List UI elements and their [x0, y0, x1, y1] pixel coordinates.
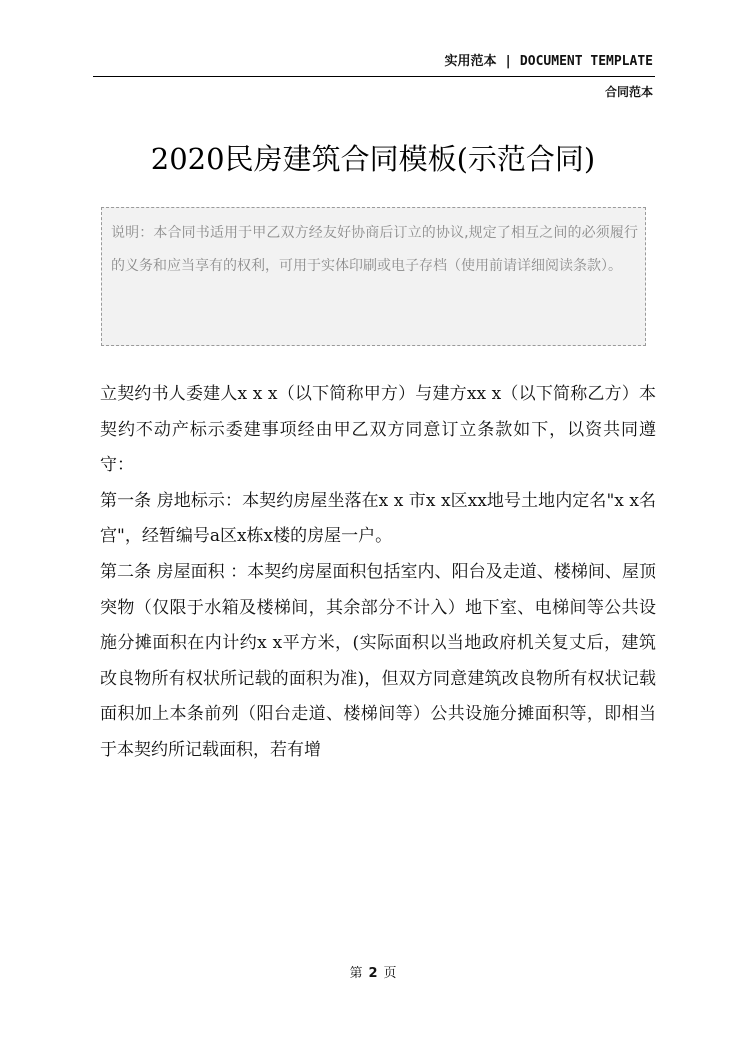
contract-body — [100, 377, 656, 769]
page-number-prefix: 第 — [349, 966, 363, 981]
body-paragraph-intro: 立契约书人委建人x x x（以下简称甲方）与建方xx x（以下简称乙方）本契约不动产标示委建事项经由甲乙双方同意订立条款如下，以资共同遵守： — [100, 384, 656, 476]
header-brand: 实用范本 | DOCUMENT TEMPLATE — [444, 54, 653, 69]
description-note-box: 说明：本合同书适用于甲乙双方经友好协商后订立的协议,规定了相互之间的必须履行的义务和应当享有的权利，可用于实体印刷或电子存档（使用前请详细阅读条款）。 — [101, 207, 646, 346]
page-number: 2 — [368, 966, 378, 981]
body-paragraph-article-2: 第二条 房屋面积 ：本契约房屋面积包括室内、阳台及走道、楼梯间、屋顶突物（仅限于水箱及楼梯间，其余部分不计入）地下室、电梯间等公共设施分摊面积在内计约x x平方米，(实际面积以当地政府机关复丈后，建筑改良物所有权状所记载的面积为准)，但双方同意建筑改良物所有权状记载面积加上本条前列（阳台走道、楼梯间等）公共设施分摊面积等，即相当于本契约所记载面积，若有增 — [100, 561, 656, 760]
header-divider — [93, 76, 655, 77]
page-number-footer — [93, 962, 653, 981]
header-category: 合同范本 — [604, 85, 653, 99]
document-title: 2020民房建筑合同模板(示范合同) — [150, 142, 596, 176]
body-paragraph-article-1: 第一条 房地标示：本契约房屋坐落在x x 市x x区xx地号土地内定名"x x名宫"，经暂编号a区x栋x楼的房屋一户。 — [100, 490, 656, 547]
page-number-suffix: 页 — [383, 966, 397, 981]
